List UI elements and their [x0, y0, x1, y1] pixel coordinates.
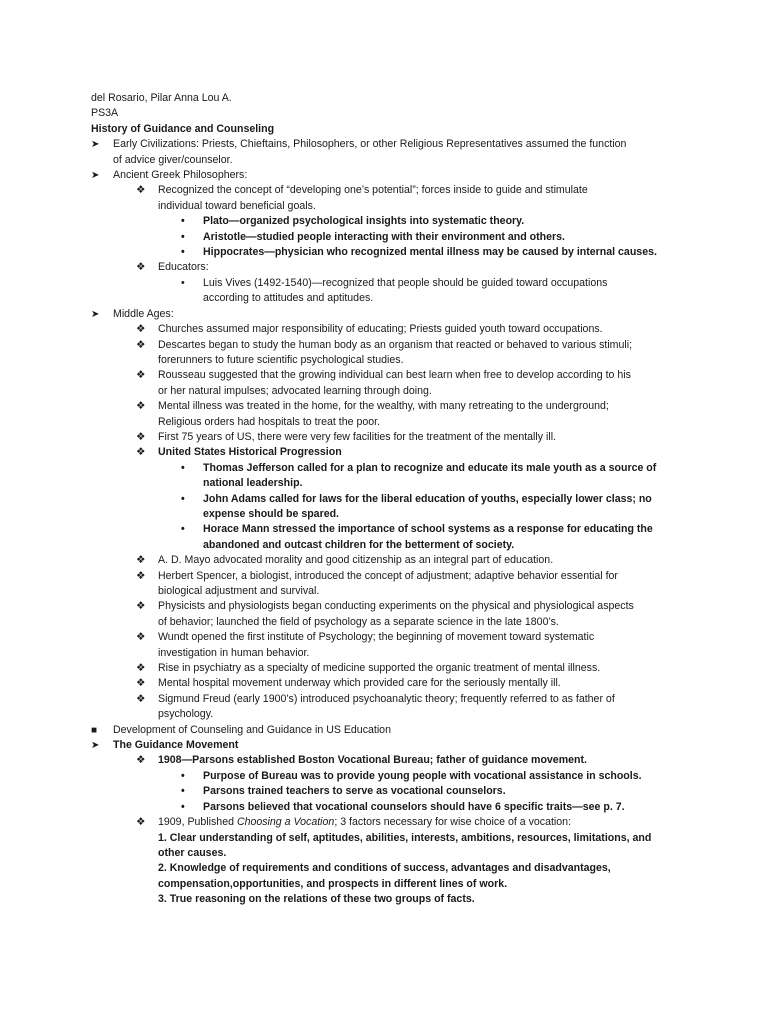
- text-line: [91, 831, 681, 846]
- diamond-bullet-icon: ❖: [136, 554, 146, 567]
- text-line: [91, 322, 681, 337]
- text-line: [91, 584, 681, 599]
- diamond-bullet-icon: ❖: [136, 754, 146, 767]
- text-line: [91, 353, 681, 368]
- dot-bullet-icon: •: [181, 215, 185, 228]
- text-line: [91, 538, 681, 553]
- text-line: [91, 384, 681, 399]
- line-text: History of Guidance and Counseling: [91, 122, 275, 135]
- line-text: psychology.: [158, 708, 214, 721]
- text-line: [91, 692, 681, 707]
- text-line: [91, 569, 681, 584]
- dot-bullet-icon: •: [181, 461, 185, 474]
- arrow-bullet-icon: ➤: [91, 740, 100, 752]
- line-text: PS3A: [91, 107, 119, 120]
- line-text: Descartes began to study the human body as an organism that reacted or behaved to various stimuli;: [158, 338, 633, 351]
- text-line: [91, 630, 681, 645]
- diamond-bullet-icon: ❖: [136, 338, 146, 351]
- line-text: Hippocrates—physician who recognized mental illness may be caused by internal causes.: [203, 246, 657, 259]
- line-text: 3. True reasoning on the relations of these two groups of facts.: [158, 893, 475, 906]
- line-text: Churches assumed major responsibility of educating; Priests guided youth toward occupations.: [158, 323, 603, 336]
- text-line: [91, 738, 681, 753]
- text-line: [91, 815, 681, 830]
- text-line: [91, 753, 681, 768]
- diamond-bullet-icon: ❖: [136, 569, 146, 582]
- diamond-bullet-icon: ❖: [136, 662, 146, 675]
- text-line: [91, 122, 681, 137]
- line-text: or her natural impulses; advocated learning through doing.: [158, 384, 432, 397]
- line-text: Recognized the concept of “developing one’s potential”; forces inside to guide and stimulate: [158, 184, 588, 197]
- text-line: [91, 338, 681, 353]
- line-text: ; 3 factors necessary for wise choice of a vocation:: [334, 816, 572, 829]
- text-line: [91, 91, 681, 106]
- diamond-bullet-icon: ❖: [136, 692, 146, 705]
- line-text: compensation,opportunities, and prospects in different lines of work.: [158, 877, 508, 890]
- line-text: biological adjustment and survival.: [158, 585, 320, 597]
- line-text: Parsons believed that vocational counselors should have 6 specific traits—see p. 7.: [203, 800, 625, 813]
- text-line: [91, 492, 681, 507]
- text-line: [91, 183, 681, 198]
- diamond-bullet-icon: ❖: [136, 323, 146, 336]
- line-text: First 75 years of US, there were very few facilities for the treatment of the mentally ill.: [158, 430, 557, 443]
- document-body: [91, 91, 681, 908]
- line-text: 1909, Published: [158, 816, 237, 829]
- diamond-bullet-icon: ❖: [136, 446, 146, 459]
- text-line: [91, 707, 681, 722]
- line-text: individual toward beneficial goals.: [158, 199, 316, 212]
- line-text: Wundt opened the first institute of Psychology; the beginning of movement toward systematic: [158, 631, 595, 644]
- square-bullet-icon: ■: [91, 724, 98, 736]
- line-text: Sigmund Freud (early 1900’s) introduced psychoanalytic theory; frequently referred to as father of: [158, 692, 615, 705]
- line-text: Horace Mann stressed the importance of school systems as a response for educating the: [203, 523, 653, 536]
- text-line: [91, 276, 681, 291]
- diamond-bullet-icon: ❖: [136, 430, 146, 443]
- line-text: abandoned and outcast children for the betterment of society.: [203, 538, 515, 551]
- line-text: Purpose of Bureau was to provide young people with vocational assistance in schools.: [203, 769, 642, 782]
- line-text: Ancient Greek Philosophers:: [113, 169, 248, 182]
- text-line: [91, 599, 681, 614]
- diamond-bullet-icon: ❖: [136, 369, 146, 382]
- text-line: [91, 214, 681, 229]
- line-text: national leadership.: [203, 477, 303, 490]
- text-line: [91, 769, 681, 784]
- line-text: United States Historical Progression: [158, 446, 342, 459]
- text-line: [91, 168, 681, 183]
- line-text: The Guidance Movement: [113, 739, 239, 752]
- line-text: other causes.: [158, 846, 227, 859]
- dot-bullet-icon: •: [181, 246, 185, 259]
- diamond-bullet-icon: ❖: [136, 677, 146, 690]
- dot-bullet-icon: •: [181, 523, 185, 536]
- line-text: Plato—organized psychological insights into systematic theory.: [203, 215, 525, 228]
- line-text: Parsons trained teachers to serve as vocational counselors.: [203, 785, 506, 798]
- text-line: [91, 723, 681, 738]
- text-line: [91, 307, 681, 322]
- text-line: [91, 784, 681, 799]
- text-line: [91, 368, 681, 383]
- line-text: according to attitudes and aptitudes.: [203, 292, 374, 305]
- line-text: A. D. Mayo advocated morality and good citizenship as an integral part of education.: [158, 554, 554, 567]
- text-line: [91, 153, 681, 168]
- line-text: Middle Ages:: [113, 307, 174, 320]
- diamond-bullet-icon: ❖: [136, 184, 146, 197]
- text-line: [91, 661, 681, 676]
- text-line: [91, 430, 681, 445]
- line-text: 1. Clear understanding of self, aptitudes, abilities, interests, ambitions, resources, limitations, and: [158, 831, 652, 844]
- text-line: [91, 615, 681, 630]
- diamond-bullet-icon: ❖: [136, 261, 146, 274]
- text-line: [91, 861, 681, 876]
- dot-bullet-icon: •: [181, 769, 185, 782]
- line-text: investigation in human behavior.: [158, 646, 310, 659]
- diamond-bullet-icon: ❖: [136, 600, 146, 613]
- text-line: [91, 877, 681, 892]
- line-text: Development of Counseling and Guidance in US Education: [113, 723, 391, 736]
- book-title: Choosing a Vocation: [236, 816, 335, 829]
- line-text: Rise in psychiatry as a specialty of medicine supported the organic treatment of mental illness.: [158, 662, 601, 675]
- text-line: [91, 892, 681, 907]
- arrow-bullet-icon: ➤: [91, 170, 100, 182]
- line-text: Mental hospital movement underway which provided care for the seriously mentally ill.: [158, 677, 561, 690]
- line-text: Aristotle—studied people interacting with their environment and others.: [203, 230, 565, 243]
- diamond-bullet-icon: ❖: [136, 631, 146, 644]
- line-text: expense should be spared.: [203, 507, 339, 520]
- line-text: Luis Vives (1492-1540)—recognized that people should be guided toward occupations: [203, 276, 608, 289]
- dot-bullet-icon: •: [181, 492, 185, 505]
- text-line: [91, 415, 681, 430]
- text-line: [91, 245, 681, 260]
- dot-bullet-icon: •: [181, 230, 185, 243]
- text-line: [91, 199, 681, 214]
- text-line: [91, 476, 681, 491]
- text-line: [91, 507, 681, 522]
- text-line: [91, 553, 681, 568]
- line-text: Early Civilizations: Priests, Chieftains, Philosophers, or other Religious Representatives assumed the function: [113, 138, 627, 151]
- text-line: [91, 522, 681, 537]
- line-text: Rousseau suggested that the growing individual can best learn when free to develop according to his: [158, 369, 631, 382]
- line-text: 1908—Parsons established Boston Vocational Bureau; father of guidance movement.: [158, 754, 587, 767]
- dot-bullet-icon: •: [181, 785, 185, 798]
- text-line: [91, 445, 681, 460]
- diamond-bullet-icon: ❖: [136, 400, 146, 413]
- line-text: forerunners to future scientific psychological studies.: [158, 353, 404, 366]
- line-text: John Adams called for laws for the liberal education of youths, especially lower class; no: [203, 492, 652, 505]
- text-line: [91, 676, 681, 691]
- line-text: Educators:: [158, 261, 209, 274]
- line-text: Mental illness was treated in the home, for the wealthy, with many retreating to the underground;: [158, 400, 609, 413]
- diamond-bullet-icon: ❖: [136, 816, 146, 829]
- line-text: Physicists and physiologists began conducting experiments on the physical and physiological aspects: [158, 600, 634, 613]
- arrow-bullet-icon: ➤: [91, 308, 100, 320]
- text-line: [91, 260, 681, 275]
- text-line: [91, 137, 681, 152]
- line-text: Religious orders had hospitals to treat the poor.: [158, 415, 381, 428]
- text-line: [91, 399, 681, 414]
- text-line: [91, 646, 681, 661]
- line-text: of advice giver/counselor.: [113, 153, 233, 166]
- arrow-bullet-icon: ➤: [91, 139, 100, 151]
- line-text: Herbert Spencer, a biologist, introduced the concept of adjustment; adaptive behavior essential for: [158, 569, 618, 582]
- text-line: [91, 461, 681, 476]
- line-text: 2. Knowledge of requirements and conditions of success, advantages and disadvantages,: [158, 862, 611, 875]
- text-line: [91, 291, 681, 306]
- line-text: del Rosario, Pilar Anna Lou A.: [91, 92, 232, 104]
- dot-bullet-icon: •: [181, 800, 185, 813]
- text-line: [91, 106, 681, 121]
- text-line: [91, 230, 681, 245]
- line-text: of behavior; launched the field of psychology as a separate science in the late 1800’s.: [158, 615, 559, 628]
- dot-bullet-icon: •: [181, 276, 185, 289]
- text-line: [91, 846, 681, 861]
- text-line: [91, 800, 681, 815]
- line-text: Thomas Jefferson called for a plan to recognize and educate its male youth as a source of: [203, 461, 657, 474]
